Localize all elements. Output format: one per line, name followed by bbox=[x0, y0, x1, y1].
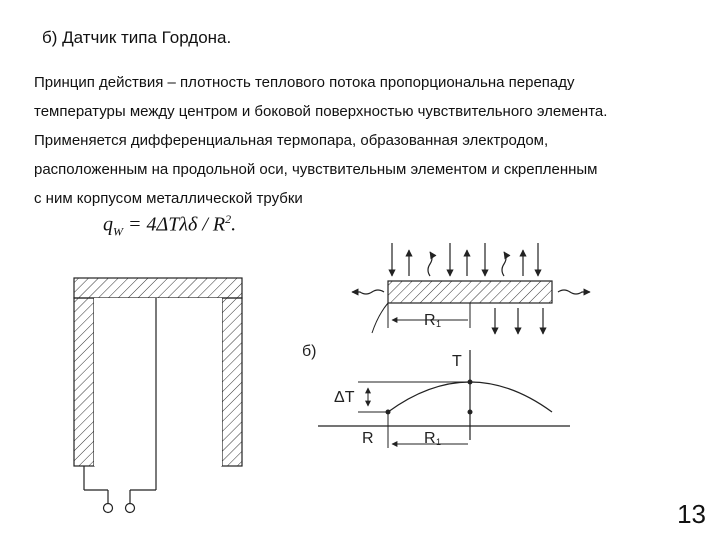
heat-flux-plate-diagram bbox=[352, 243, 590, 334]
terminal-right bbox=[126, 504, 135, 513]
paragraph-line: Применяется дифференциальная термопара, образованная электродом, bbox=[34, 132, 549, 149]
panel-label: б) bbox=[302, 343, 317, 360]
sensor-right-wall bbox=[222, 298, 242, 466]
r-label: R bbox=[362, 430, 374, 447]
sensor-cavity bbox=[94, 298, 222, 466]
temperature-profile-diagram bbox=[302, 343, 570, 448]
page-number: 13 bbox=[677, 499, 706, 529]
r1-top-sub: 1 bbox=[436, 319, 442, 329]
formula-rhs-sup: 2 bbox=[225, 212, 232, 226]
r1-bottom-sub: 1 bbox=[436, 437, 442, 447]
formula-rhs: = 4ΔTλδ / R bbox=[123, 213, 226, 236]
formula-lhs: q bbox=[103, 213, 113, 236]
sensor-left-wall bbox=[74, 298, 94, 466]
formula-lhs-sub: W bbox=[113, 224, 123, 239]
r1-top-label: R bbox=[424, 312, 436, 329]
paragraph-line: расположенным на продольной оси, чувствительным элементом и скрепленным bbox=[34, 161, 598, 178]
paragraph-line: температуры между центром и боковой поверхностью чувствительного элемента. bbox=[34, 103, 608, 120]
formula-tail: . bbox=[231, 213, 237, 236]
sensor-cross-section bbox=[74, 278, 242, 513]
section-heading: б) Датчик типа Гордона. bbox=[42, 28, 232, 47]
paragraph-line: с ним корпусом металлической трубки bbox=[34, 190, 303, 207]
sensor-plate bbox=[388, 281, 552, 303]
terminal-left bbox=[104, 504, 113, 513]
paragraph-line: Принцип действия – плотность теплового потока пропорциональна перепаду bbox=[34, 74, 575, 91]
sensor-top-plate bbox=[74, 278, 242, 298]
r1-bottom-label: R bbox=[424, 430, 436, 447]
delta-t-label: ΔT bbox=[334, 389, 355, 406]
t-axis-label: T bbox=[452, 353, 462, 370]
